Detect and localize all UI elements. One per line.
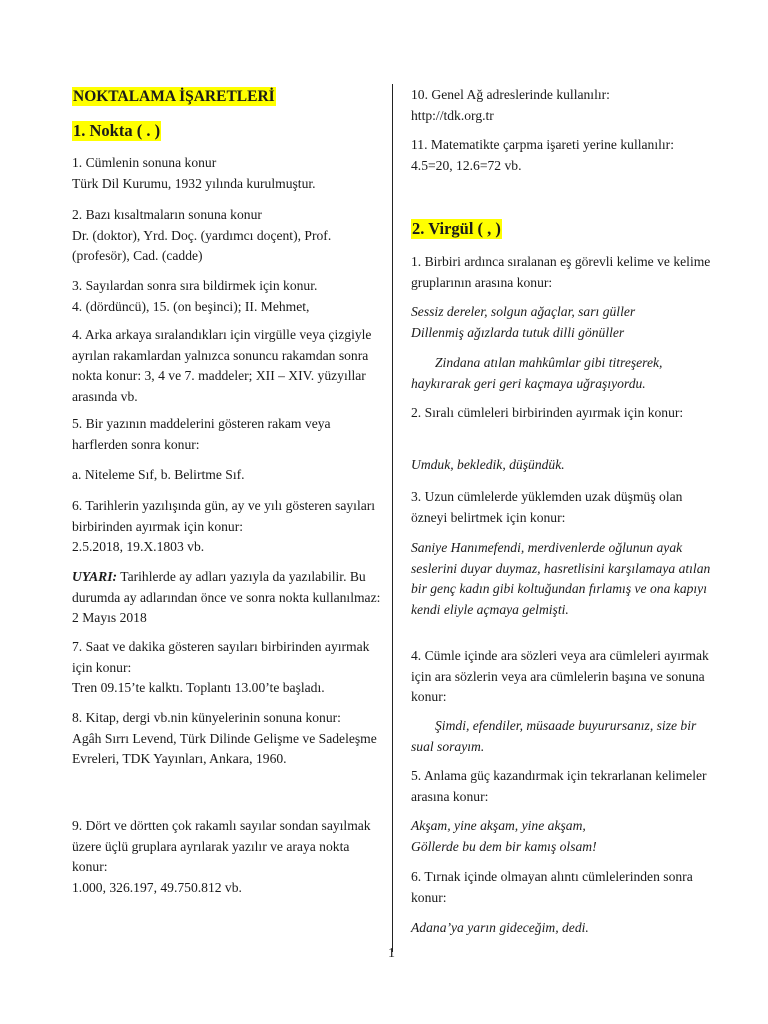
comma-rule-3: 3. Uzun cümlelerde yüklemden uzak düşmüş olan özneyi belirtmek için konur: — [411, 489, 683, 525]
warning-label: UYARI: — [72, 569, 118, 584]
warning-note — [72, 567, 382, 629]
comma-rule-1: 1. Birbiri ardınca sıralanan eş görevli kelime ve kelime gruplarının arasına konur: — [411, 254, 711, 290]
section-heading-nokta: 1. Nokta ( . ) — [73, 121, 161, 140]
rule-9: 9. Dört ve dörtten çok rakamlı sayılar sondan sayılmak üzere üçlü gruplara ayrılarak yazılır ve araya nokta konur: 1.000, 326.197, 49.750.812 vb. — [72, 818, 371, 895]
comma-rule-1-example-2: Zindana atılan mahkûmlar gibi titreşerek, haykırarak geri geri kaçmaya uğraşıyordu. — [411, 355, 663, 391]
comma-rule-5: 5. Anlama güç kazandırmak için tekrarlanan kelimeler arasına konur: — [411, 768, 707, 804]
rule-11: 11. Matematikte çarpma işareti yerine kullanılır: 4.5=20, 12.6=72 vb. — [411, 137, 674, 173]
rule-7: 7. Saat ve dakika gösteren sayıları birbirinden ayırmak için konur: Tren 09.15’te kalktı. Toplantı 13.00’te başladı. — [72, 639, 370, 695]
comma-rule-6-example: Adana’ya yarın gideceğim, dedi. — [411, 920, 589, 935]
rule-6: 6. Tarihlerin yazılışında gün, ay ve yılı gösteren sayıları birbirinden ayırmak için konur: 2.5.2018, 19.X.1803 vb. — [72, 498, 376, 554]
rule-5-example: a. Niteleme Sıf, b. Belirtme Sıf. — [72, 467, 245, 482]
page-title: NOKTALAMA İŞARETLERİ — [73, 88, 275, 105]
rule-4: 4. Arka arkaya sıralandıkları için virgülle veya çizgiyle ayrılan rakamlardan yalnızca sonuncu rakamdan sonra nokta konur: 3, 4 ve 7. maddeler; XII – XIV. yüzyıllar arasında vb. — [72, 327, 372, 404]
comma-rule-2: 2. Sıralı cümleleri birbirinden ayırmak için konur: — [411, 405, 684, 420]
page-number: 1 — [388, 946, 395, 961]
section-heading-virgul: 2. Virgül ( , ) — [412, 219, 501, 238]
comma-rule-4-example: Şimdi, efendiler, müsaade buyurursanız, size bir sual sorayım. — [411, 718, 697, 754]
comma-rule-4: 4. Cümle içinde ara sözleri veya ara cümleleri ayırmak için ara sözlerin veya ara cümlelerin başına ve sonuna konur: — [411, 648, 709, 704]
warning-text: Tarihlerde ay adları yazıyla da yazılabilir. Bu durumda ay adlarından önce ve sonra nokta kullanılmaz: 2 Mayıs 2018 — [72, 569, 381, 625]
comma-rule-5-example: Akşam, yine akşam, yine akşam, Göllerde bu dem bir kamış olsam! — [411, 818, 597, 854]
rule-10: 10. Genel Ağ adreslerinde kullanılır: http://tdk.org.tr — [411, 87, 610, 123]
comma-rule-6: 6. Tırnak içinde olmayan alıntı cümlelerinden sonra konur: — [411, 869, 693, 905]
rule-5: 5. Bir yazının maddelerini gösteren rakam veya harflerden sonra konur: — [72, 416, 331, 452]
comma-rule-2-example: Umduk, bekledik, düşündük. — [411, 457, 565, 472]
rule-3: 3. Sayılardan sonra sıra bildirmek için konur. 4. (dördüncü), 15. (on beşinci); II. Mehmet, — [72, 278, 318, 314]
rule-1: 1. Cümlenin sonuna konur Türk Dil Kurumu, 1932 yılında kurulmuştur. — [72, 155, 316, 191]
rule-8: 8. Kitap, dergi vb.nin künyelerinin sonuna konur: Agâh Sırrı Levend, Türk Dilinde Gelişme ve Sadeleşme Evreleri, TDK Yayınları, Ankara, 1960. — [72, 710, 377, 766]
column-divider — [392, 84, 393, 952]
comma-rule-1-example: Sessiz dereler, solgun ağaçlar, sarı güller Dillenmiş ağızlarda tutuk dilli gönüller — [411, 304, 636, 340]
rule-2: 2. Bazı kısaltmaların sonuna konur Dr. (doktor), Yrd. Doç. (yardımcı doçent), Prof. (profesör), Cad. (cadde) — [72, 207, 332, 263]
comma-rule-3-example: Saniye Hanımefendi, merdivenlerde oğlunun ayak seslerini duyar duymaz, hasretlisini karşılamaya atılan bir genç kadın gibi koltuğundan fırlamış ve ona kapıyı kendi eliyle açmaya gelmişti. — [411, 540, 711, 617]
